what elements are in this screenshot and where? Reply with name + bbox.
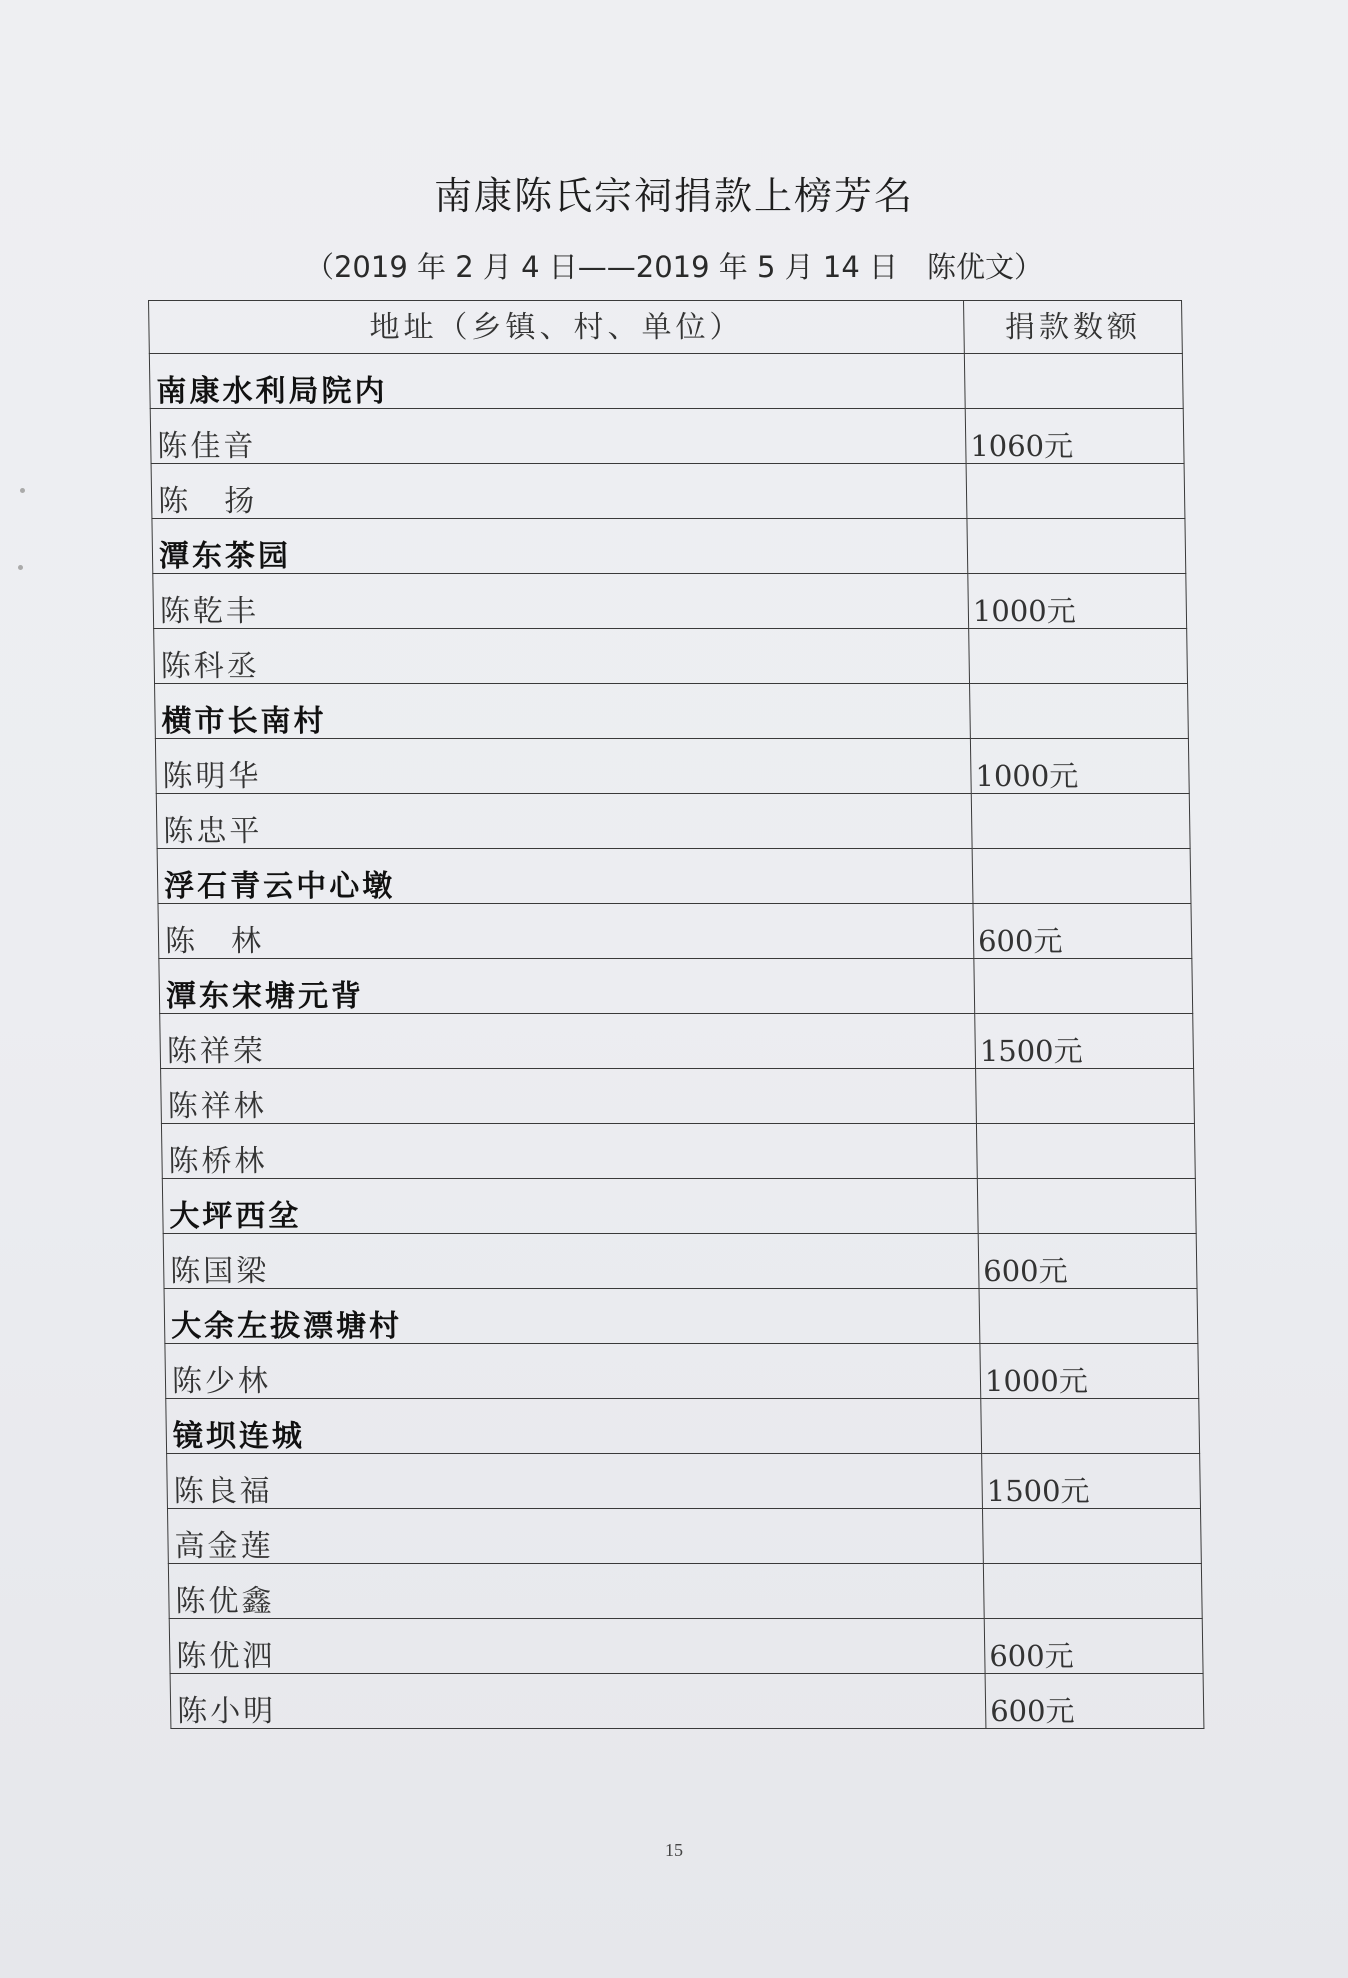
- donor-row: [168, 1564, 1202, 1619]
- donor-name: 高金莲: [167, 1509, 983, 1564]
- donor-name: 陈乾丰: [153, 574, 969, 629]
- table-header-row: [149, 301, 1183, 354]
- donation-amount: [974, 959, 1193, 1014]
- document-title: 南康陈氏宗祠捐款上榜芳名: [433, 174, 914, 218]
- donation-amount: [966, 464, 1185, 519]
- donation-amount: 1000元: [968, 574, 1187, 629]
- donation-table: [148, 300, 1204, 1729]
- donation-amount: 600元: [978, 1234, 1197, 1289]
- donation-amount: [972, 849, 1191, 904]
- donor-row: [160, 1014, 1194, 1069]
- margin-mark: [18, 565, 23, 570]
- document-subtitle: （2019 年 2 月 4 日——2019 年 5 月 14 日 陈优文）: [304, 250, 1044, 284]
- donation-amount: [964, 354, 1183, 409]
- donation-amount: 600元: [984, 1619, 1203, 1674]
- donation-amount: [976, 1069, 1195, 1124]
- donor-row: [155, 739, 1189, 794]
- group-row: [157, 849, 1191, 904]
- donor-row: [163, 1234, 1197, 1289]
- group-row: [152, 519, 1186, 574]
- donation-amount: [983, 1564, 1202, 1619]
- donation-amount: 1500元: [982, 1454, 1201, 1509]
- donor-name: 陈小明: [170, 1674, 986, 1729]
- donor-row: [156, 794, 1190, 849]
- donor-row: [161, 1124, 1195, 1179]
- location-label: 浮石青云中心墩: [157, 849, 973, 904]
- donor-name: 陈 林: [158, 904, 974, 959]
- location-label: 大余左拔漂塘村: [164, 1289, 980, 1344]
- donor-name: 陈国梁: [163, 1234, 979, 1289]
- donor-name: 陈祥荣: [160, 1014, 976, 1069]
- donor-name: 陈忠平: [156, 794, 972, 849]
- donor-name: 陈优泗: [169, 1619, 985, 1674]
- location-label: 大坪西坌: [162, 1179, 978, 1234]
- donation-amount: [981, 1399, 1200, 1454]
- donor-row: [161, 1069, 1195, 1124]
- location-label: 南康水利局院内: [149, 354, 965, 409]
- donor-row: [154, 629, 1188, 684]
- donation-amount: [976, 1124, 1195, 1179]
- donation-amount: [970, 684, 1189, 739]
- donor-row: [150, 409, 1184, 464]
- donation-amount: 1060元: [965, 409, 1184, 464]
- donation-amount: [967, 519, 1186, 574]
- margin-mark: [20, 488, 25, 493]
- donor-name: 陈优鑫: [168, 1564, 984, 1619]
- donor-name: 陈佳音: [150, 409, 966, 464]
- address-column-header: 地址（乡镇、村、单位）: [149, 301, 965, 354]
- donation-amount: [977, 1179, 1196, 1234]
- donation-amount: [982, 1509, 1201, 1564]
- location-label: 潭东茶园: [152, 519, 968, 574]
- donor-row: [170, 1674, 1204, 1729]
- page-number: 15: [665, 1840, 683, 1860]
- donation-amount: 600元: [973, 904, 1192, 959]
- location-label: 镜坝连城: [166, 1399, 982, 1454]
- donor-name: 陈少林: [165, 1344, 981, 1399]
- group-row: [164, 1289, 1198, 1344]
- donor-name: 陈 扬: [151, 464, 967, 519]
- amount-column-header: 捐款数额: [964, 301, 1183, 354]
- donor-row: [153, 574, 1187, 629]
- donation-amount: 600元: [985, 1674, 1204, 1729]
- group-row: [159, 959, 1193, 1014]
- donation-amount: [979, 1289, 1198, 1344]
- donor-row: [167, 1509, 1201, 1564]
- group-row: [166, 1399, 1200, 1454]
- group-row: [149, 354, 1183, 409]
- group-row: [162, 1179, 1196, 1234]
- location-label: 横市长南村: [155, 684, 971, 739]
- donor-name: 陈良福: [167, 1454, 983, 1509]
- donor-row: [165, 1344, 1199, 1399]
- table-body: [149, 354, 1204, 1729]
- donation-amount: 1000元: [980, 1344, 1199, 1399]
- donor-row: [158, 904, 1192, 959]
- donor-name: 陈祥林: [161, 1069, 977, 1124]
- donation-amount: [969, 629, 1188, 684]
- donor-row: [167, 1454, 1201, 1509]
- donation-amount: 1000元: [970, 739, 1189, 794]
- donor-name: 陈桥林: [161, 1124, 977, 1179]
- donor-name: 陈科丞: [154, 629, 970, 684]
- group-row: [155, 684, 1189, 739]
- donation-amount: [971, 794, 1190, 849]
- location-label: 潭东宋塘元背: [159, 959, 975, 1014]
- donor-row: [169, 1619, 1203, 1674]
- donor-row: [151, 464, 1185, 519]
- donor-name: 陈明华: [155, 739, 971, 794]
- donation-amount: 1500元: [975, 1014, 1194, 1069]
